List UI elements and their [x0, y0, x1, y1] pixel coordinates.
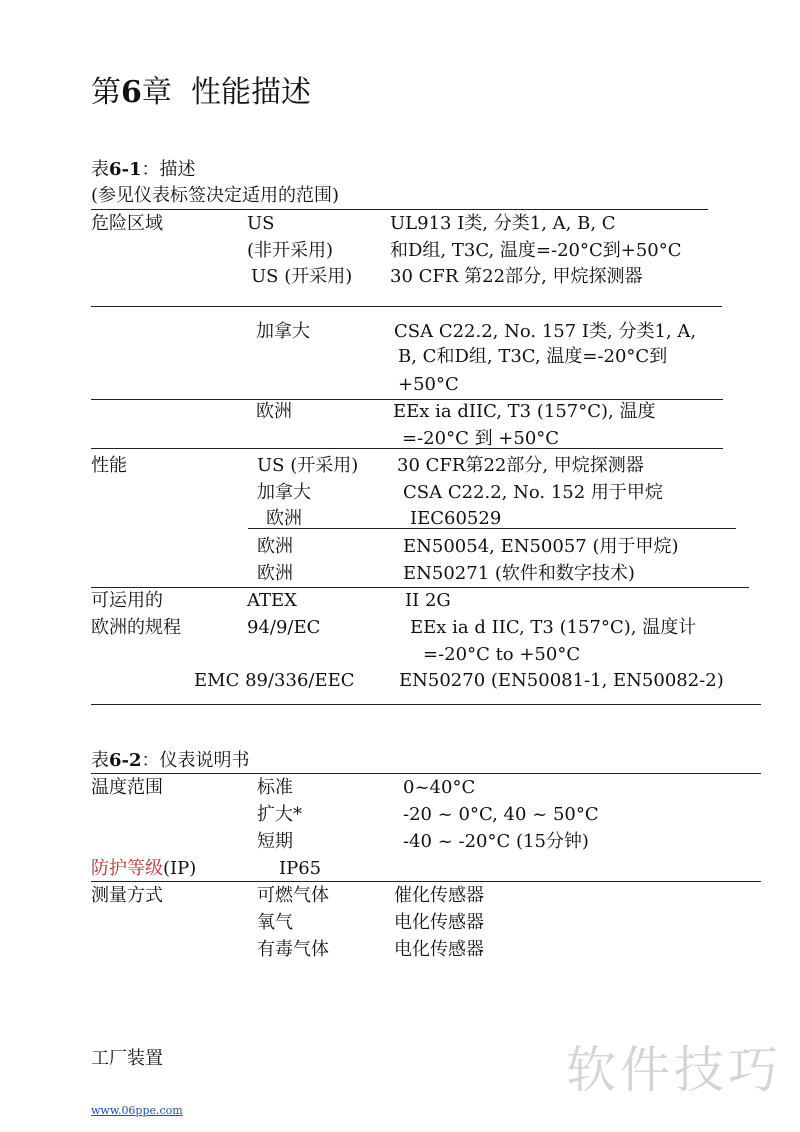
performance-sub-rule [248, 528, 736, 529]
table2-top-rule [91, 773, 761, 774]
chapter-name: 性能描述 [190, 75, 311, 110]
regulations-label-1: 可运用的 [91, 590, 163, 611]
measurement-oxygen-value: 电化传感器 [394, 912, 484, 933]
measurement-label: 测量方式 [91, 885, 163, 906]
regulations-atex-value: II 2G [405, 590, 451, 611]
footer-link[interactable]: www.06ppe.com [91, 1104, 183, 1117]
protection-value: IP65 [279, 858, 322, 879]
table1-caption-text: ：描述 [141, 159, 196, 180]
table2-caption-number: 6-2 [109, 750, 142, 771]
performance-europe2-label: 欧洲 [257, 536, 293, 557]
temperature-standard-label: 标准 [257, 777, 293, 798]
table2-caption-text: ：仪表说明书 [141, 750, 250, 771]
hazard-mining-value: 30 CFR 第22部分, 甲烷探测器 [390, 266, 643, 287]
measurement-oxygen-label: 氧气 [257, 912, 293, 933]
measurement-toxic-value: 电化传感器 [394, 939, 484, 960]
regulations-directive-label: 94/9/EC [247, 617, 321, 638]
hazard-label: 危险区域 [91, 213, 163, 234]
temperature-extended-value: -20 ~ 0°C, 40 ~ 50°C [403, 804, 599, 825]
regulations-directive-value-2: =-20°C to +50°C [423, 644, 581, 665]
performance-europe3-value: EN50271 (软件和数字技术) [403, 563, 635, 584]
temperature-extended-label: 扩大* [257, 804, 302, 825]
chapter-title [91, 74, 311, 112]
table2-caption-prefix: 表 [91, 750, 109, 771]
temperature-standard-value: 0~40°C [403, 777, 476, 798]
table1-caption [91, 158, 196, 182]
performance-europe2-value: EN50054, EN50057 (用于甲烷) [403, 536, 679, 557]
hazard-mining-label: US (开采用) [251, 266, 353, 287]
performance-europe3-label: 欧洲 [257, 563, 293, 584]
regulations-emc-value: EN50270 (EN50081-1, EN50082-2) [399, 670, 724, 691]
table2-caption [91, 749, 250, 773]
table1-caption-number: 6-1 [109, 159, 142, 180]
factory-setup-heading: 工厂装置 [91, 1048, 163, 1069]
temperature-label: 温度范围 [91, 777, 163, 798]
watermark: 软件技巧 [566, 1041, 782, 1099]
hazard-europe-rule [91, 448, 723, 449]
measurement-combustible-label: 可燃气体 [257, 885, 329, 906]
hazard-europe-value-2: =-20°C 到 +50°C [402, 428, 560, 449]
chapter-number: 6 [121, 75, 142, 110]
chapter-suffix: 章 [141, 75, 172, 110]
hazard-non-mining-value: 和D组, T3C, 温度=-20°C到+50°C [390, 240, 682, 261]
hazard-us-value: UL913 I类, 分类1, A, B, C [390, 213, 616, 234]
protection-label-rest: (IP) [163, 858, 197, 879]
performance-europe-value: IEC60529 [410, 508, 502, 529]
hazard-us-rule [91, 306, 722, 307]
protection-rule [91, 881, 761, 882]
regulations-emc-label: EMC 89/336/EEC [194, 670, 355, 691]
table1-note: (参见仪表标签决定适用的范围) [91, 185, 340, 206]
performance-us-label: US (开采用) [257, 455, 359, 476]
hazard-us-label: US [247, 213, 275, 234]
table1-top-rule [91, 209, 708, 210]
hazard-canada-value-2: B, C和D组, T3C, 温度=-20°C到 [398, 346, 668, 367]
chapter-prefix: 第 [91, 75, 121, 110]
temperature-short-value: -40 ~ -20°C (15分钟) [403, 831, 589, 852]
regulations-label-2: 欧洲的规程 [91, 617, 181, 638]
regulations-directive-value-1: EEx ia d IIC, T3 (157°C), 温度计 [410, 617, 697, 638]
performance-canada-value: CSA C22.2, No. 152 用于甲烷 [403, 482, 663, 503]
performance-rule [91, 587, 749, 588]
hazard-canada-label: 加拿大 [256, 321, 310, 342]
performance-label: 性能 [91, 455, 127, 476]
hazard-europe-label: 欧洲 [256, 401, 292, 422]
hazard-non-mining-label: (非开采用) [247, 240, 334, 261]
protection-label-red: 防护等级 [91, 858, 163, 879]
performance-canada-label: 加拿大 [257, 482, 311, 503]
table1-caption-prefix: 表 [91, 159, 109, 180]
hazard-canada-value-3: +50°C [398, 374, 459, 395]
measurement-toxic-label: 有毒气体 [257, 939, 329, 960]
temperature-short-label: 短期 [257, 831, 293, 852]
performance-us-value: 30 CFR第22部分, 甲烷探测器 [397, 455, 644, 476]
table1-bottom-rule [91, 704, 761, 705]
measurement-combustible-value: 催化传感器 [394, 885, 484, 906]
performance-europe-label: 欧洲 [266, 508, 302, 529]
hazard-canada-value-1: CSA C22.2, No. 157 I类, 分类1, A, [394, 321, 697, 342]
regulations-atex-label: ATEX [247, 590, 297, 611]
hazard-europe-value-1: EEx ia dIIC, T3 (157°C), 温度 [393, 401, 656, 422]
protection-label [91, 857, 196, 881]
